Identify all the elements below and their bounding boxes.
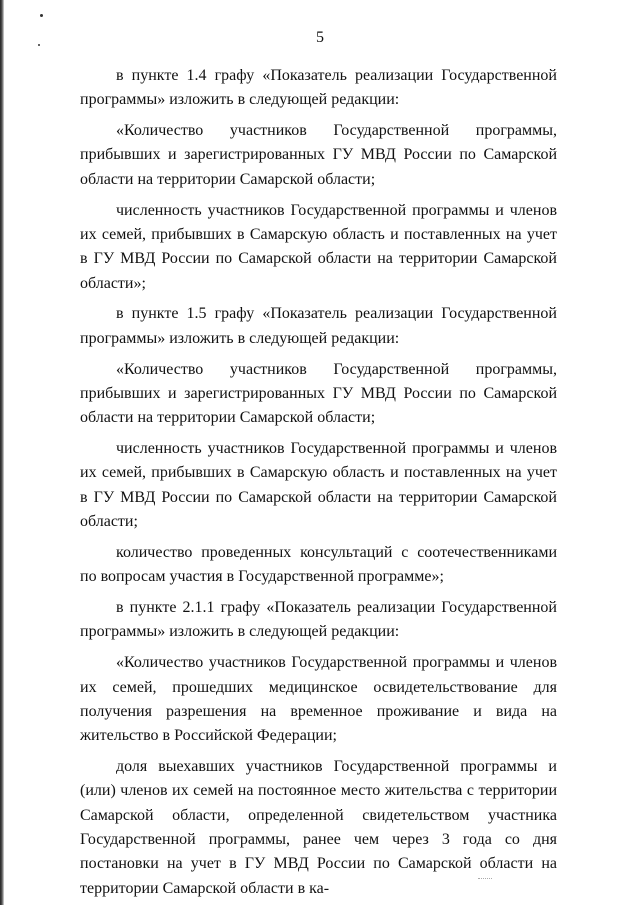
paragraph: доля выехавших участников Государственной программы и (или) членов их семей на постоянное место жительства с территории Самарской области, определенной свидетельством участника Государственной программы, ранее чем через 3 года со дня постановки на учет в ГУ МВД России по Самарской области на территории Самарской области в ка- <box>80 758 557 897</box>
paragraph: количество проведенных консультаций с соотечественниками по вопросам участия в Государственной программе»; <box>80 543 557 586</box>
paragraph: в пункте 2.1.1 графу «Показатель реализации Государственной программы» изложить в следующей редакции: <box>80 599 557 641</box>
paragraph: численность участников Государственной программы и членов их семей, прибывших в Самарскую область и поставленных на учет в ГУ МВД России по Самарской области на территории Самарской области; <box>80 440 557 531</box>
scan-edge <box>0 0 4 905</box>
paragraph: в пункте 1.5 графу «Показатель реализации Государственной программы» изложить в следующей редакции: <box>80 305 557 347</box>
scan-artifact <box>478 874 492 879</box>
paragraph: в пункте 1.4 графу «Показатель реализации Государственной программы» изложить в следующей редакции: <box>80 67 557 109</box>
page-number: 5 <box>316 29 324 46</box>
paragraph: численность участников Государственной программы и членов их семей, прибывших в Самарскую область и поставленных на учет в ГУ МВД России по Самарской области на территории Самарской области»; <box>80 201 557 292</box>
paragraph: «Количество участников Государственной программы и членов их семей, прошедших медицинское освидетельствование для получения разрешения на временное проживание и вида на жительство в Российской Федерации; <box>80 654 557 745</box>
paragraph: «Количество участников Государственной программы, прибывших и зарегистрированных ГУ МВД России по Самарской области на территории Самарской области; <box>80 122 557 188</box>
paragraph: «Количество участников Государственной программы, прибывших и зарегистрированных ГУ МВД России по Самарской области на территории Самарской области; <box>80 360 557 427</box>
scan-speck <box>40 14 43 17</box>
document-body <box>80 64 557 901</box>
